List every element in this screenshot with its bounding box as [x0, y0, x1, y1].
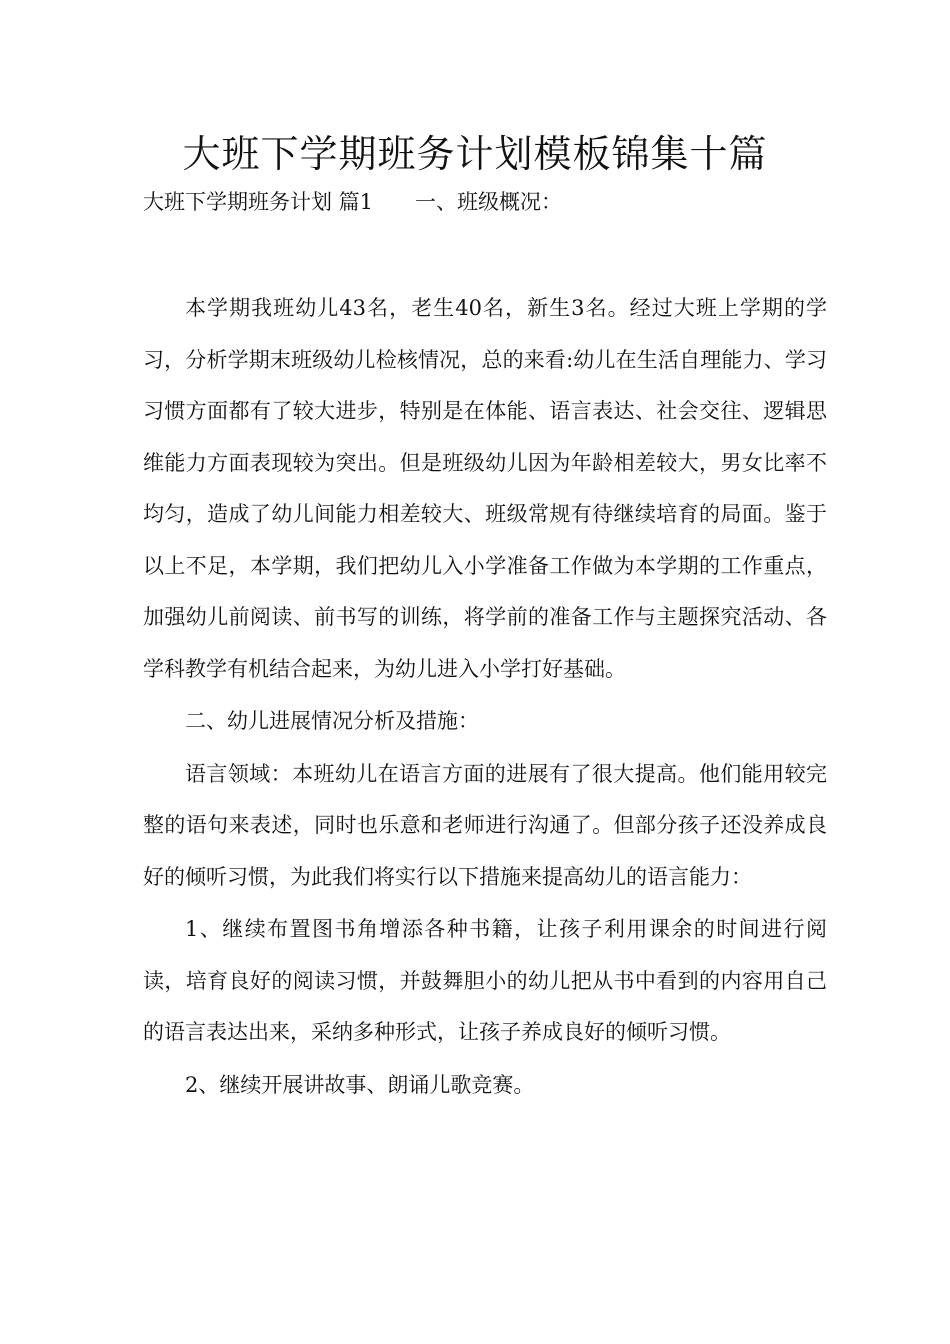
paragraph-class-overview: 本学期我班幼儿43名，老生40名，新生3名。经过大班上学期的学习，分析学期末班级幼儿检核情况，总的来看:幼儿在生活自理能力、学习习惯方面都有了较大进步，特别是在体能、语言表达、社会交往、逻辑思维能力方面表现较为突出。但是班级幼儿因为年龄相差较大，男女比率不均匀，造成了幼儿间能力相差较大、班级常规有待继续培育的局面。鉴于以上不足，本学期，我们把幼儿入小学准备工作做为本学期的工作重点，加强幼儿前阅读、前书写的训练，将学前的准备工作与主题探究活动、各学科教学有机结合起来，为幼儿进入小学打好基础。 [143, 296, 827, 681]
article-label: 大班下学期班务计划 篇1 [143, 190, 374, 214]
paragraph-section-two-heading: 二、幼儿进展情况分析及措施： [185, 709, 479, 733]
paragraph-measure-one: 1、继续布置图书角增添各种书籍，让孩子利用课余的时间进行阅读，培育良好的阅读习惯，并鼓舞胆小的幼儿把从书中看到的内容用自己的语言表达出来，采纳多种形式，让孩子养成良好的倾听习惯。 [143, 917, 827, 1044]
paragraph-language-domain: 语言领域：本班幼儿在语言方面的进展有了很大提高。他们能用较完整的语句来表述，同时也乐意和老师进行沟通了。但部分孩子还没养成良好的倾听习惯，为此我们将实行以下措施来提高幼儿的语言能力： [143, 761, 827, 889]
document-title: 大班下学期班务计划模板锦集十篇 [182, 132, 768, 176]
paragraph-measure-two: 2、继续开展讲故事、朗诵儿歌竞赛。 [185, 1072, 535, 1097]
document-body [143, 283, 827, 1111]
section-title: 一、班级概况： [415, 190, 563, 214]
section-heading [143, 186, 562, 218]
